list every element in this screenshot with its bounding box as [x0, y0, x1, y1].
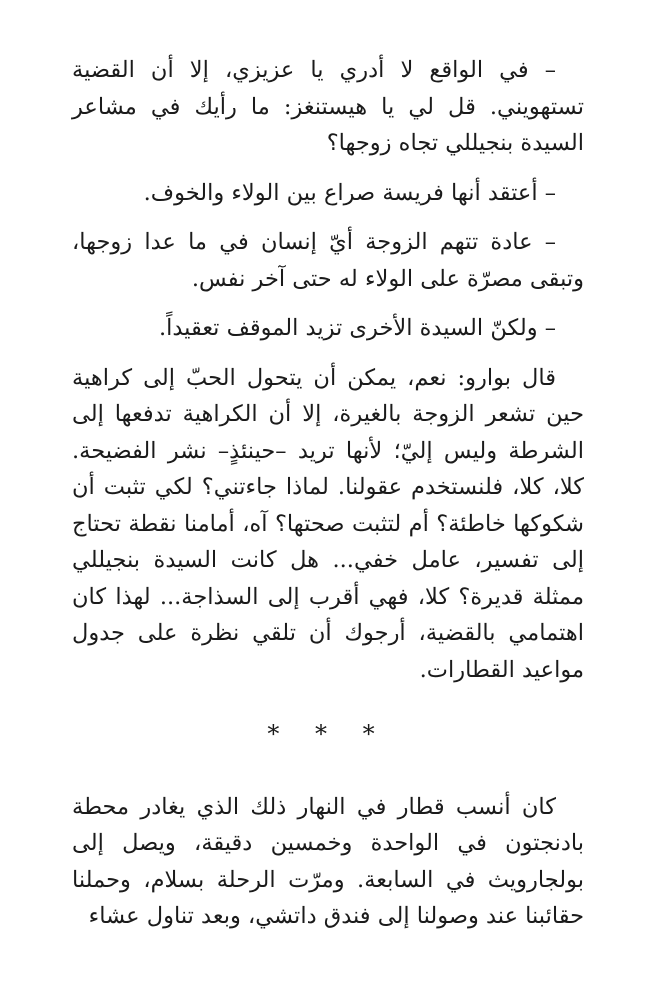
- dialogue-line: – أعتقد أنها فريسة صراع بين الولاء والخوف.: [143, 179, 556, 206]
- dialogue-line: – في الواقع لا أدري يا عزيزي، إلا أن القضية تستهويني. قل لي يا هيستنغز: ما رأيك في مشاعر السيدة بنجيللي تجاه زوجها؟: [72, 57, 584, 156]
- dialogue-line: – عادة تتهم الزوجة أيّ إنسان في ما عدا زوجها، وتبقى مصرّة على الولاء له حتى آخر نفس.: [72, 229, 584, 292]
- section-separator: * * *: [267, 720, 389, 748]
- dialogue-line: – ولكنّ السيدة الأخرى تزيد الموقف تعقيداً.: [158, 315, 556, 341]
- book-page: [72, 52, 584, 935]
- narrative-paragraph: كان أنسب قطار في النهار ذلك الذي يغادر محطة بادنجتون في الواحدة وخمسين دقيقة، ويصل إلى بولجارويث في السابعة. ومرّت الرحلة بسلام، وحملنا حقائبنا عند وصولنا إلى فندق داتشي، وبعد تناول عشاء: [72, 793, 584, 929]
- narrative-paragraph: قال بوارو: نعم، يمكن أن يتحول الحبّ إلى كراهية حين تشعر الزوجة بالغيرة، إلا أن الكراهية تدفعها إلى الشرطة وليس إليّ؛ لأنها تريد –حينئذٍ– نشر الفضيحة. كلا، كلا، فلنستخدم عقولنا. لماذا جاءتني؟ لكي تثبت أن شكوكها خاطئة؟ أم لتثبت صحتها؟ آه، أمامنا نقطة تحتاج إلى تفسير، عامل خفي... هل كانت السيدة بنجيللي ممثلة قديرة؟ كلا، فهي أقرب إلى السذاجة... لهذا كان اهتمامي بالقضية، أرجوك أن تلقي نظرة على جدول مواعيد القطارات.: [72, 364, 584, 683]
